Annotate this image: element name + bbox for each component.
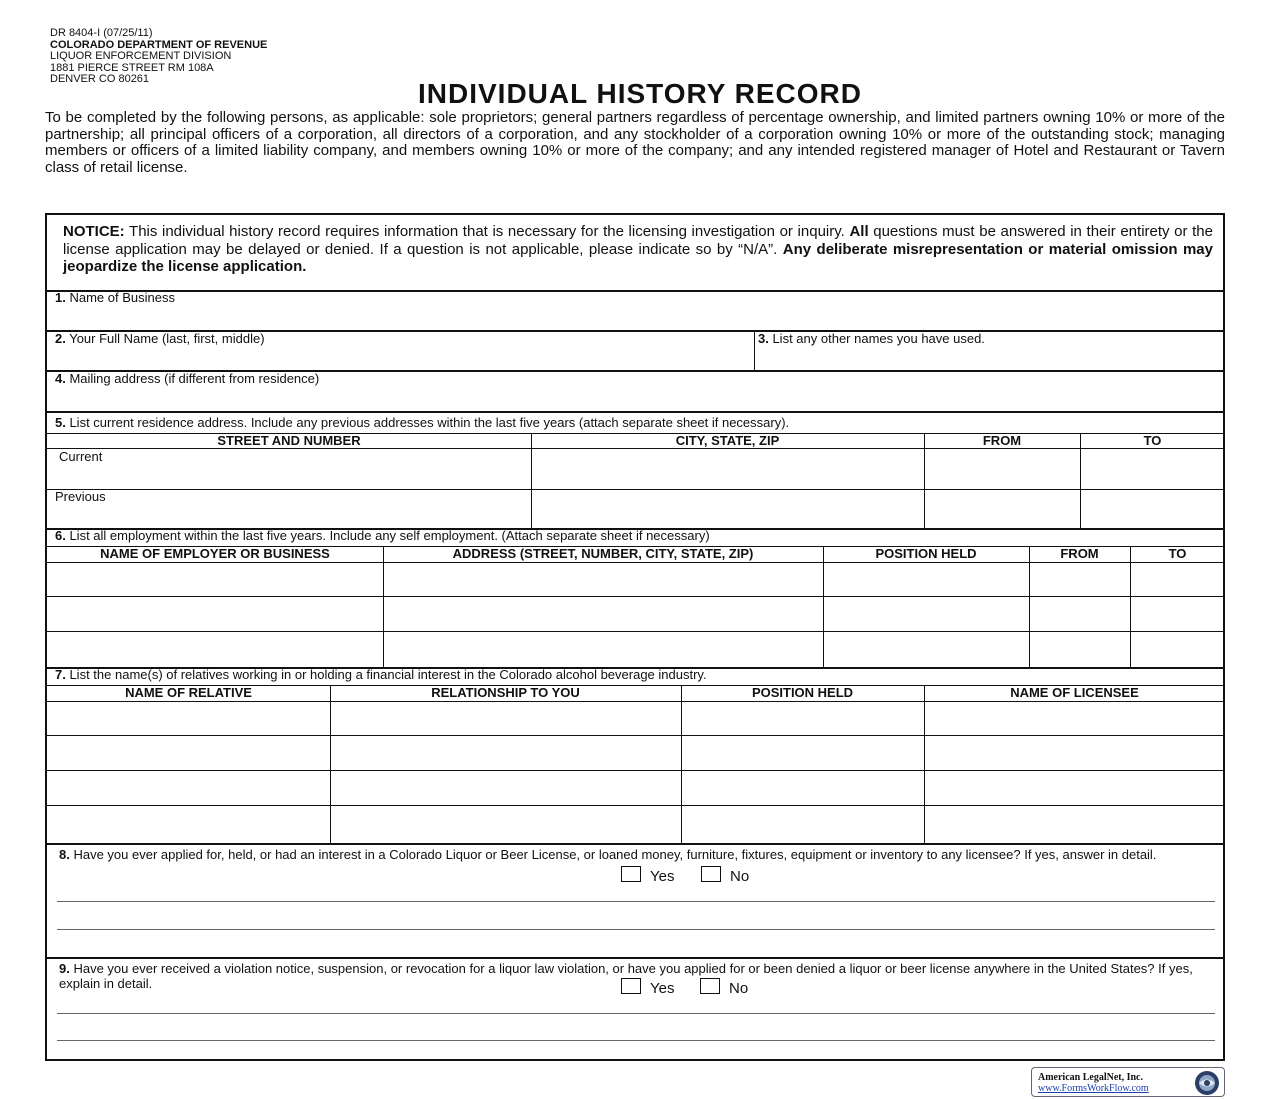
rule [47, 957, 1223, 959]
intro-paragraph: To be completed by the following persons, as applicable: sole proprietors; general partners regardless of percentage ownership, and limited partners owning 10% or more of the partnership; all principal officers of a corporation, all directors of a corporation, and any stockholder of a corporation owning 10% or more of the outstanding stock; managing members or officers of a limited liability company, and members owning 10% or more of the company; and any intended registered manager of Hotel and Restaurant or Tavern class of retail license. [45, 109, 1225, 176]
divider [383, 546, 384, 667]
notice-text-1: This individual history record requires information that is necessary for the licensing investigation or inquiry. [124, 223, 850, 240]
form-number: DR 8404-I (07/25/11) [50, 27, 153, 39]
q8-yes-label: Yes [650, 868, 675, 885]
agency-header [50, 28, 267, 86]
divider [681, 685, 682, 843]
footer-badge [1031, 1067, 1225, 1097]
answer-line[interactable] [57, 1013, 1215, 1014]
rule [47, 631, 1223, 632]
q9-no-label: No [729, 980, 749, 997]
rule [47, 411, 1223, 413]
rule [47, 770, 1223, 771]
city-address: DENVER CO 80261 [50, 73, 150, 85]
rule [47, 805, 1223, 806]
rule [47, 448, 1223, 449]
answer-line[interactable] [57, 929, 1215, 930]
other-names-field[interactable] [758, 348, 1213, 368]
mailing-address-field[interactable] [55, 389, 1215, 409]
notice-box [63, 223, 1213, 276]
q9-question: 9. Have you ever received a violation notice, suspension, or revocation for a liquor law violation, or have you applied for or been denied a liquor or beer license anywhere in the United States? If yes, explain in detail. [59, 961, 1193, 991]
row-current: Current [59, 449, 103, 464]
col-to: TO [1143, 433, 1162, 448]
rule [47, 701, 1223, 702]
q8-question: 8. Have you ever applied for, held, or had an interest in a Colorado Liquor or Beer License, or loaned money, furniture, fixtures, equipment or inventory to any licensee? If yes, answer in detail. [59, 847, 1157, 862]
divider [1029, 546, 1030, 667]
q6-label: 6. List all employment within the last five years. Include any self employment. (Attach separate sheet if necessary) [55, 528, 710, 543]
division-name: LIQUOR ENFORCEMENT DIVISION [50, 50, 232, 62]
footer-url-link[interactable]: www.FormsWorkFlow.com [1038, 1083, 1149, 1094]
row-previous: Previous [55, 489, 106, 504]
full-name-field[interactable] [55, 348, 745, 368]
form-frame [45, 213, 1225, 1061]
street-address: 1881 PIERCE STREET RM 108A [50, 61, 214, 74]
q8-no-label: No [730, 868, 750, 885]
rule [47, 489, 1223, 490]
page-title: INDIVIDUAL HISTORY RECORD [417, 78, 862, 109]
divider [1130, 546, 1131, 667]
notice-warning: Any deliberate misrepresentation or material omission may jeopardize the license application. [63, 240, 1213, 275]
answer-line[interactable] [57, 1040, 1215, 1041]
department-name: COLORADO DEPARTMENT OF REVENUE [50, 38, 268, 51]
rule [47, 735, 1223, 736]
q5-label: 5. List current residence address. Include any previous addresses within the last five years (attach separate sheet if necessary). [55, 415, 790, 430]
notice-text-2: questions must be answered in their entirety or the license application may be delayed or denied. If a question is not applicable, please indicate so by “N/A”. [63, 223, 1213, 258]
rule [47, 290, 1223, 292]
q2-label: 2. Your Full Name (last, first, middle) [55, 331, 265, 346]
q9-no-checkbox[interactable] [700, 978, 720, 994]
col-position: POSITION HELD [751, 685, 854, 700]
col-to: TO [1168, 546, 1187, 561]
footer-company: American LegalNet, Inc. [1038, 1072, 1143, 1083]
col-relationship: RELATIONSHIP TO YOU [431, 685, 580, 700]
divider [754, 331, 755, 371]
q1-label: 1. Name of Business [55, 290, 175, 305]
col-employer: NAME OF EMPLOYER OR BUSINESS [100, 546, 330, 561]
divider [330, 685, 331, 843]
q7-label: 7. List the name(s) of relatives working in or holding a financial interest in the Colorado alcohol beverage industry. [55, 667, 707, 682]
q3-label: 3. List any other names you have used. [758, 331, 985, 346]
col-from: FROM [1060, 546, 1099, 561]
q9-yes-checkbox[interactable] [621, 978, 641, 994]
col-street: STREET AND NUMBER [217, 433, 361, 448]
globe-icon [1194, 1070, 1220, 1096]
business-name-field[interactable] [55, 308, 1215, 328]
q9-yes-label: Yes [650, 980, 675, 997]
divider [823, 546, 824, 667]
col-address: ADDRESS (STREET, NUMBER, CITY, STATE, ZIP) [452, 546, 754, 561]
q8-no-checkbox[interactable] [701, 866, 721, 882]
col-position: POSITION HELD [875, 546, 977, 561]
col-from: FROM [982, 433, 1022, 448]
q8-yes-checkbox[interactable] [621, 866, 641, 882]
divider [924, 685, 925, 843]
rule [47, 843, 1223, 845]
notice-label: NOTICE: [63, 223, 125, 240]
col-city-state-zip: CITY, STATE, ZIP [675, 433, 780, 448]
col-licensee: NAME OF LICENSEE [1010, 685, 1139, 700]
answer-line[interactable] [57, 901, 1215, 902]
col-relative: NAME OF RELATIVE [125, 685, 252, 700]
rule [47, 562, 1223, 563]
notice-all: All [849, 223, 869, 240]
rule [47, 596, 1223, 597]
q4-label: 4. Mailing address (if different from residence) [55, 371, 320, 386]
